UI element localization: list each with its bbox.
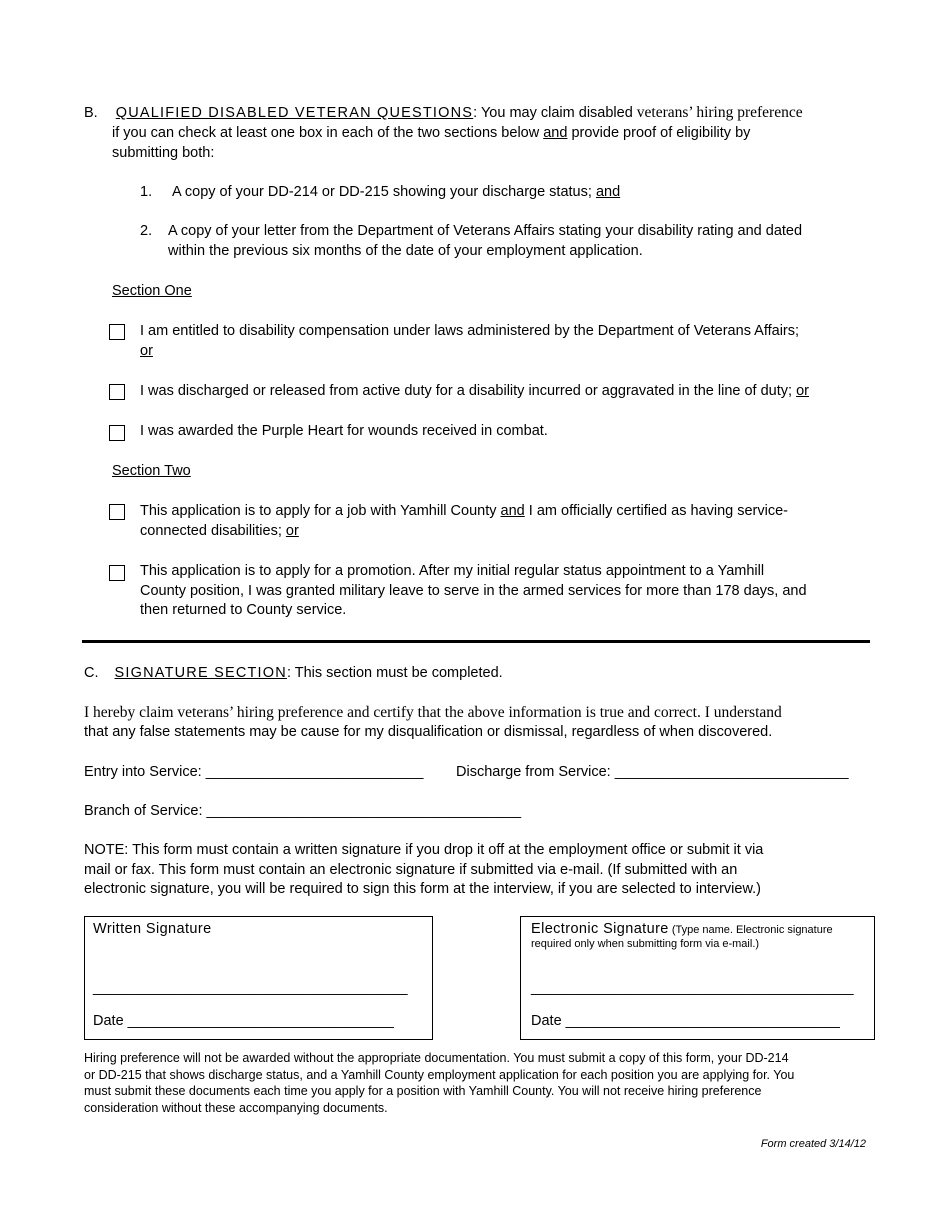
- section-one-option-2-or: or: [796, 383, 809, 399]
- section-two-checkbox-2[interactable]: [109, 565, 125, 581]
- section-b-intro-line-2: [112, 123, 750, 143]
- written-date-line[interactable]: _________________________________: [127, 1013, 394, 1029]
- electronic-signature-box: [520, 916, 875, 1040]
- written-signature-box: [84, 916, 433, 1040]
- section-b-header: [84, 103, 803, 123]
- entry-into-service-label: Entry into Service:: [84, 764, 206, 780]
- electronic-date-label: Date: [531, 1013, 566, 1029]
- entry-into-service-field[interactable]: [84, 762, 423, 782]
- section-c-header: [84, 663, 503, 683]
- written-date-label: Date: [93, 1013, 128, 1029]
- section-b-intro-2b: provide proof of eligibility by: [567, 125, 751, 141]
- certify-line-1: I hereby claim veterans’ hiring preference and certify that the above information is true and correct. I understand: [84, 704, 782, 721]
- discharge-from-service-blank[interactable]: _____________________________: [614, 764, 849, 780]
- section-one-option-2: [140, 381, 809, 401]
- section-two-heading: Section Two: [112, 463, 191, 479]
- electronic-signature-note-2: required only when submitting form via e-mail.): [531, 938, 760, 950]
- section-one-checkbox-1[interactable]: [109, 324, 125, 340]
- section-two-option-1-or: or: [285, 523, 299, 539]
- section-two-option-1-text-a: This application is to apply for a job with Yamhill County: [140, 503, 501, 519]
- section-b-intro-and: and: [543, 125, 568, 141]
- item-2-line-2: within the previous six months of the date of your employment application.: [168, 243, 643, 259]
- section-b-letter: B.: [84, 105, 98, 121]
- entry-into-service-blank[interactable]: ___________________________: [205, 764, 424, 780]
- branch-of-service-label: Branch of Service:: [84, 803, 207, 819]
- section-one-option-1-or: or: [140, 343, 153, 359]
- electronic-signature-header: [531, 919, 833, 940]
- electronic-signature-note-1: (Type name. Electronic signature: [668, 924, 833, 936]
- section-two-option-1-and: and: [500, 503, 525, 519]
- footer-line-3: must submit these documents each time you apply for a position with Yamhill County. You will not receive hiring preference: [84, 1084, 762, 1098]
- written-signature-title: Written Signature: [93, 921, 212, 937]
- section-one-checkbox-2[interactable]: [109, 384, 125, 400]
- item-2-line-1: A copy of your letter from the Department of Veterans Affairs stating your disability rating and dated: [168, 223, 803, 239]
- section-two-option-2-line-1: This application is to apply for a promotion. After my initial regular status appointment to a Yamhill: [140, 563, 765, 579]
- item-2-number: 2.: [140, 223, 153, 239]
- section-b-intro-2a: if you can check at least one box in each of the two sections below: [112, 125, 544, 141]
- certify-line-2: that any false statements may be cause for my disqualification or dismissal, regardless of when discovered.: [84, 724, 773, 740]
- footer-line-4: consideration without these accompanying documents.: [84, 1100, 388, 1115]
- section-b-title: QUALIFIED DISABLED VETERAN QUESTIONS: [115, 105, 474, 121]
- note-line-2: mail or fax. This form must contain an electronic signature if submitted via e-mail. (If submitted with an: [84, 862, 738, 878]
- section-two-option-1-text-c: connected disabilities;: [140, 523, 286, 539]
- section-one-option-1-line-1: I am entitled to disability compensation under laws administered by the Department of Veterans Affairs;: [140, 323, 800, 339]
- electronic-date-field[interactable]: [531, 1011, 840, 1031]
- section-one-option-2-text: I was discharged or released from active duty for a disability incurred or aggravated in the line of duty;: [140, 383, 797, 399]
- section-one-heading: Section One: [112, 283, 192, 299]
- section-two-option-1-line-2: [140, 521, 299, 541]
- section-two-option-1-line-1: [140, 501, 788, 521]
- section-c-letter: C.: [84, 665, 99, 681]
- section-two-checkbox-1[interactable]: [109, 504, 125, 520]
- section-c-title: SIGNATURE SECTION: [114, 665, 287, 681]
- item-1-body: A copy of your DD-214 or DD-215 showing your discharge status;: [172, 184, 596, 200]
- section-one-checkbox-3[interactable]: [109, 425, 125, 441]
- electronic-signature-title: Electronic Signature: [531, 921, 669, 937]
- section-one-option-3: I was awarded the Purple Heart for wounds received in combat.: [140, 423, 548, 439]
- branch-of-service-blank[interactable]: _______________________________________: [206, 803, 522, 819]
- item-1-text: [172, 182, 620, 202]
- section-b-intro-1a: : You may claim disabled: [473, 105, 637, 121]
- written-signature-line[interactable]: _______________________________________: [93, 980, 408, 996]
- section-c-subtitle: : This section must be completed.: [286, 665, 503, 681]
- footer-notice: [84, 1050, 794, 1116]
- discharge-from-service-field[interactable]: [456, 762, 849, 782]
- item-1-number: 1.: [140, 184, 153, 200]
- electronic-signature-line[interactable]: ________________________________________: [531, 980, 854, 996]
- section-b-intro-line-3: submitting both:: [112, 145, 215, 161]
- section-divider: [82, 640, 870, 643]
- section-two-option-2-line-2: County position, I was granted military leave to serve in the armed services for more than 178 days, and: [140, 583, 807, 599]
- section-b-intro-1b: veterans’ hiring preference: [636, 104, 803, 121]
- item-1-and: and: [595, 184, 621, 200]
- footer-line-1: Hiring preference will not be awarded without the appropriate documentation. You must submit a copy of this form, your DD-214: [84, 1051, 789, 1065]
- electronic-date-line[interactable]: __________________________________: [565, 1013, 840, 1029]
- section-two-option-1-text-b: I am officially certified as having service-: [524, 503, 789, 519]
- branch-of-service-field[interactable]: [84, 801, 521, 821]
- written-date-field[interactable]: [93, 1011, 394, 1031]
- discharge-from-service-label: Discharge from Service:: [456, 764, 615, 780]
- note-line-3: electronic signature, you will be required to sign this form at the interview, if you are selected to interview.): [84, 881, 761, 897]
- form-created-date: Form created 3/14/12: [760, 1138, 866, 1150]
- section-two-option-2-line-3: then returned to County service.: [140, 602, 347, 618]
- note-line-1: NOTE: This form must contain a written signature if you drop it off at the employment office or submit it via: [84, 842, 764, 858]
- footer-line-2: or DD-215 that shows discharge status, and a Yamhill County employment application for each position you are applying for. You: [84, 1067, 795, 1082]
